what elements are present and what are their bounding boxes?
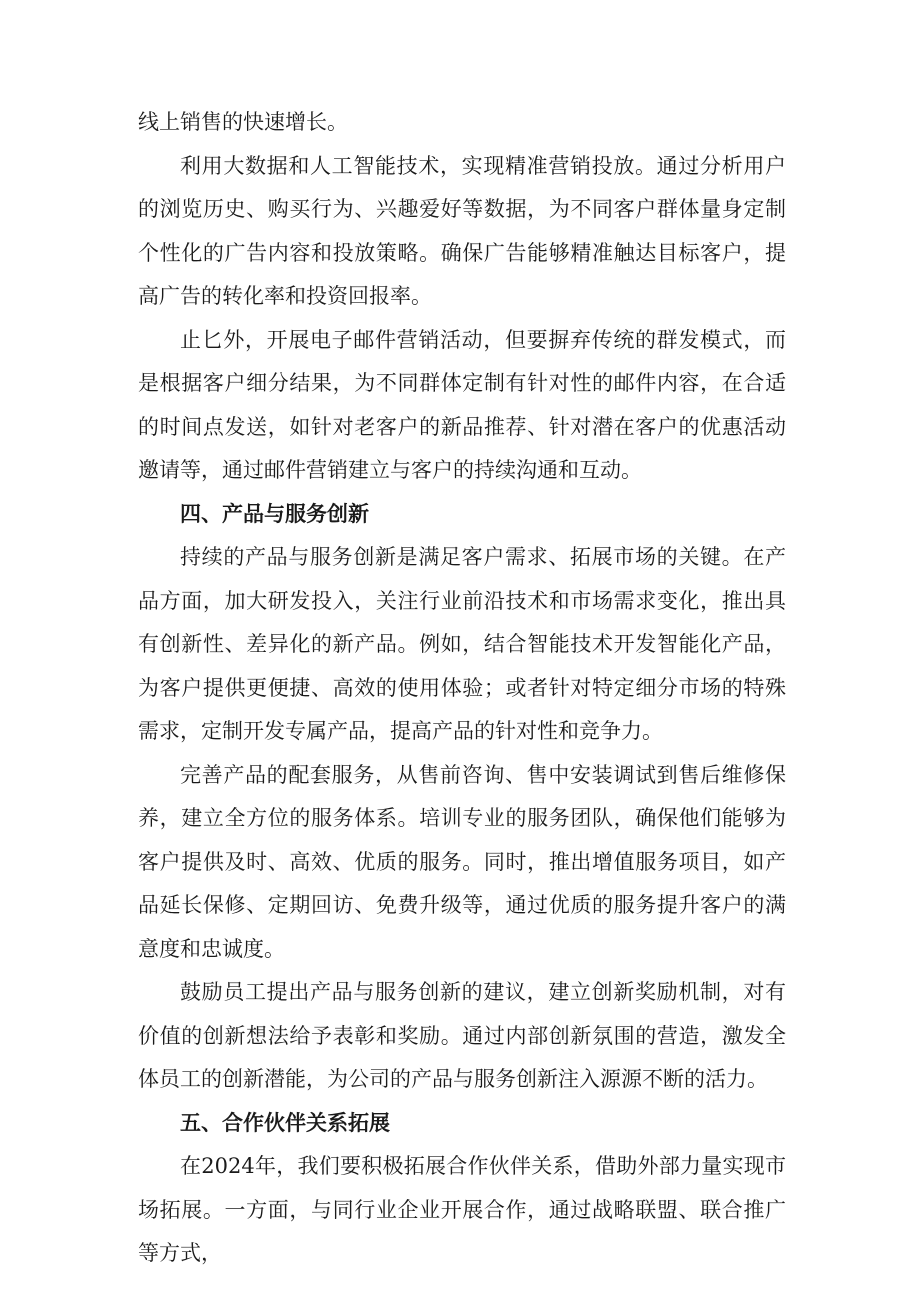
paragraph-precision-marketing: 利用大数据和人工智能技术，实现精准营销投放。通过分析用户的浏览历史、购买行为、兴趣爱好等数据，为不同客户群体量身定制个性化的广告内容和投放策略。确保广告能够精准触达目标客户，提高广告的转化率和投资回报率。: [138, 153, 786, 308]
paragraph-online-sales-end: 线上销售的快速增长。: [138, 110, 348, 134]
paragraph-email-marketing: 止匕外，开展电子邮件营销活动，但要摒弃传统的群发模式，而是根据客户细分结果，为不同群体定制有针对性的邮件内容，在合适的时间点发送，如针对老客户的新品推荐、针对潜在客户的优惠活动邀请等，通过邮件营销建立与客户的持续沟通和互动。: [138, 327, 786, 482]
paragraph-service-system: 完善产品的配套服务，从售前咨询、售中安装调试到售后维修保养，建立全方位的服务体系。培训专业的服务团队，确保他们能够为客户提供及时、高效、优质的服务。同时，推出增值服务项目，如产品延长保修、定期回访、免费升级等，通过优质的服务提升客户的满意度和忠诚度。: [138, 762, 786, 961]
section-heading-product-innovation: 四、产品与服务创新: [180, 501, 369, 526]
paragraph-partnerships: 在2024年，我们要积极拓展合作伙伴关系，借助外部力量实现市场拓展。一方面，与同行业企业开展合作，通过战略联盟、联合推广等方式，: [138, 1154, 786, 1265]
document-body: [138, 101, 786, 1276]
paragraph-product-innovation: 持续的产品与服务创新是满足客户需求、拓展市场的关键。在产品方面，加大研发投入，关注行业前沿技术和市场需求变化，推出具有创新性、差异化的新产品。例如，结合智能技术开发智能化产品，为客户提供更便捷、高效的使用体验；或者针对特定细分市场的特殊需求，定制开发专属产品，提高产品的针对性和竞争力。: [138, 545, 786, 743]
section-heading-partnerships: 五、合作伙伴关系拓展: [180, 1110, 390, 1135]
paragraph-employee-innovation: 鼓励员工提出产品与服务创新的建议，建立创新奖励机制，对有价值的创新想法给予表彰和奖励。通过内部创新氛围的营造，激发全体员工的创新潜能，为公司的产品与服务创新注入源源不断的活力。: [138, 980, 786, 1091]
